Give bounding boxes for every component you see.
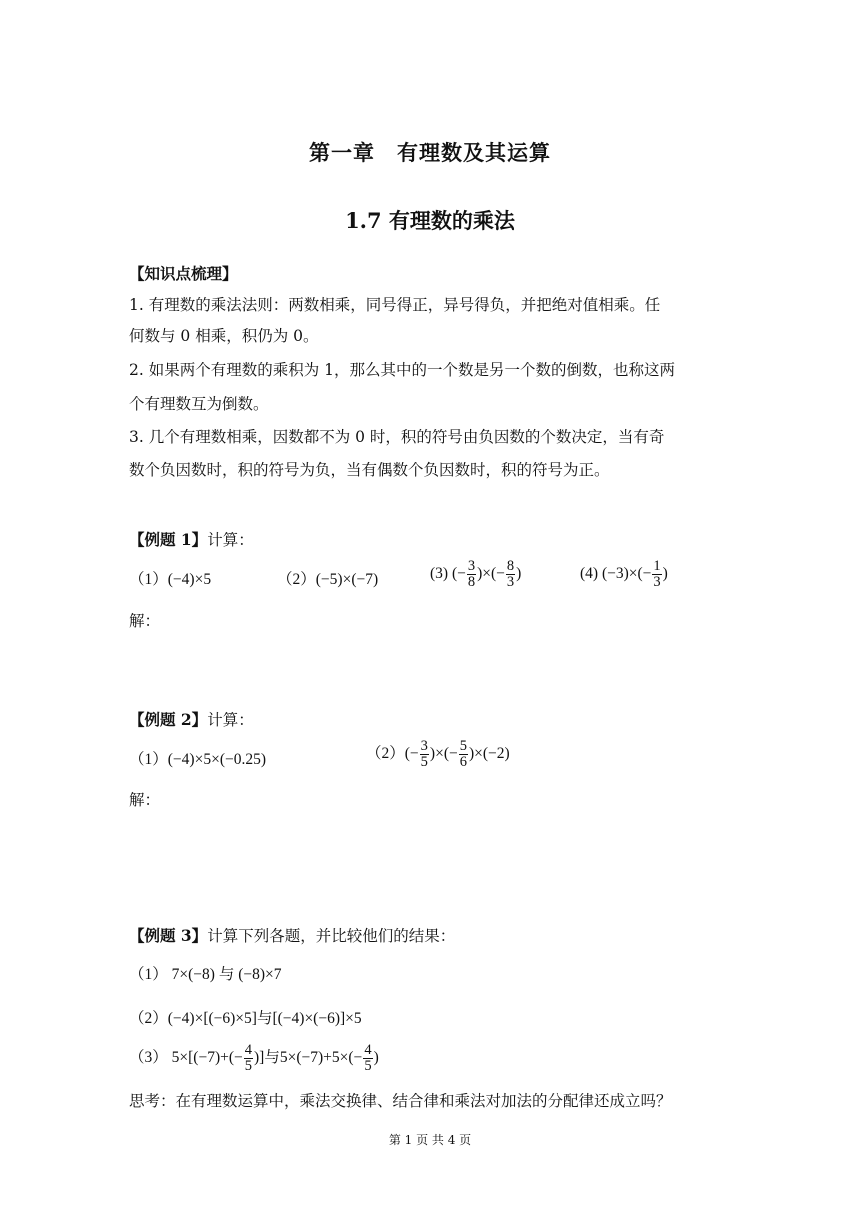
example-3-q3 xyxy=(129,1043,379,1074)
fraction-numerator: 3 xyxy=(420,738,428,754)
example-2-q1 xyxy=(129,747,266,769)
example-2-solution-label: 解： xyxy=(129,791,161,809)
example-3-q2-label: （2） xyxy=(129,1010,168,1027)
fraction-denominator: 5 xyxy=(244,1058,253,1074)
example-1-q1-expression: (−4)×5 xyxy=(167,571,212,588)
fraction-denominator: 6 xyxy=(459,754,467,770)
fraction-denominator: 8 xyxy=(467,574,476,590)
fraction-numerator: 3 xyxy=(467,558,476,574)
example-1-q3-part-c: ) xyxy=(516,565,522,583)
example-3-q3-part-c: 5×(−7)+5×(− xyxy=(279,1049,363,1067)
example-3-q2-expression-b: [(−4)×(−6)]×5 xyxy=(272,1010,362,1027)
example-1-q3 xyxy=(430,559,521,590)
example-1-q4-fraction xyxy=(652,559,661,590)
example-2-title: 【例题 2】 xyxy=(129,710,208,729)
example-3-q1-connector: 与 xyxy=(218,966,235,983)
fraction-denominator: 5 xyxy=(420,754,428,770)
knowledge-point-3-line-2: 数个负因数时，积的符号为负，当有偶数个负因数时，积的符号为正。 xyxy=(129,461,610,479)
example-3-q1-label: （1） xyxy=(129,966,168,983)
example-1-q3-fraction-1 xyxy=(467,559,476,590)
example-3-heading xyxy=(129,924,455,946)
example-3-think-question: 思考：在有理数运算中，乘法交换律、结合律和乘法对加法的分配律还成立吗？ xyxy=(129,1092,672,1110)
example-3-q2-expression-a: (−4)×[(−6)×5] xyxy=(167,1010,257,1027)
fraction-denominator: 5 xyxy=(364,1058,372,1074)
example-1-q2 xyxy=(277,567,378,589)
example-2-q2-part-b: )×(− xyxy=(429,745,458,763)
fraction-denominator: 3 xyxy=(653,574,661,590)
fraction-numerator: 8 xyxy=(506,558,515,574)
example-1-q2-expression: (−5)×(−7) xyxy=(315,571,379,588)
example-2-q2-part-a: (− xyxy=(404,745,419,763)
fraction-numerator: 5 xyxy=(459,738,467,754)
example-1-q3-part-a: (− xyxy=(451,565,466,583)
fraction-numerator: 4 xyxy=(244,1042,253,1058)
example-1-q4 xyxy=(580,559,668,590)
example-1-q3-label: (3) xyxy=(430,565,449,583)
example-1-title: 【例题 1】 xyxy=(129,530,208,549)
example-1-q4-label: (4) xyxy=(580,565,599,583)
knowledge-heading: 【知识点梳理】 xyxy=(129,264,238,283)
example-3-q3-label: （3） xyxy=(129,1049,168,1067)
example-2-q1-label: （1） xyxy=(129,751,168,768)
page-number-footer: 第 1 页 共 4 页 xyxy=(388,1133,472,1147)
example-3-q3-connector: 与 xyxy=(264,1049,280,1067)
example-3-q1-expression-b: (−8)×7 xyxy=(238,966,282,983)
example-1-solution-label: 解： xyxy=(129,612,161,630)
example-2-q2-part-c: )×(−2) xyxy=(468,745,510,763)
example-2-q1-expression: (−4)×5×(−0.25) xyxy=(167,751,267,768)
example-1-q4-part-a: (−3)×(− xyxy=(601,565,652,583)
example-2-heading xyxy=(129,708,254,730)
example-3-prompt: 计算下列各题，并比较他们的结果： xyxy=(207,927,456,945)
example-1-q3-part-b: )×(− xyxy=(477,565,505,583)
example-1-q1 xyxy=(129,567,211,589)
example-3-q3-part-d: ) xyxy=(373,1049,379,1067)
example-1-q1-label: （1） xyxy=(129,571,168,588)
knowledge-point-2-line-2: 个有理数互为倒数。 xyxy=(129,395,269,413)
example-2-prompt: 计算： xyxy=(207,711,254,729)
example-3-q2 xyxy=(129,1006,362,1028)
example-3-q1-expression-a: 7×(−8) xyxy=(171,966,215,983)
example-2-q2-label: （2） xyxy=(366,745,405,763)
example-3-title: 【例题 3】 xyxy=(129,926,208,945)
example-1-heading xyxy=(129,528,254,550)
fraction-numerator: 4 xyxy=(364,1042,372,1058)
example-1-q3-fraction-2 xyxy=(506,559,515,590)
example-2-q2-fraction-2 xyxy=(459,739,468,770)
fraction-denominator: 3 xyxy=(506,574,515,590)
section-title: 1.7 有理数的乘法 xyxy=(345,208,515,233)
example-2-q2 xyxy=(366,739,510,770)
example-3-q1 xyxy=(129,962,282,984)
knowledge-point-2-line-1: 2. 如果两个有理数的乘积为 1，那么其中的一个数是另一个数的倒数，也称这两 xyxy=(129,361,676,379)
fraction-numerator: 1 xyxy=(653,558,661,574)
knowledge-point-1-line-1: 1. 有理数的乘法法则：两数相乘，同号得正，异号得负，并把绝对值相乘。任 xyxy=(129,296,661,314)
example-1-prompt: 计算： xyxy=(207,531,254,549)
example-3-q3-part-b: )] xyxy=(254,1049,265,1067)
example-1-q4-part-b: ) xyxy=(662,565,668,583)
example-2-q2-fraction-1 xyxy=(420,739,429,770)
example-3-q2-connector: 与 xyxy=(256,1010,273,1027)
knowledge-point-1-line-2: 何数与 0 相乘，积仍为 0。 xyxy=(129,327,319,345)
example-3-q3-fraction-2 xyxy=(363,1043,372,1074)
chapter-title: 第一章 有理数及其运算 xyxy=(309,140,551,165)
example-3-q3-fraction-1 xyxy=(244,1043,253,1074)
knowledge-point-3-line-1: 3. 几个有理数相乘，因数都不为 0 时，积的符号由负因数的个数决定，当有奇 xyxy=(129,428,665,446)
example-3-q3-part-a: 5×[(−7)+(− xyxy=(171,1049,243,1067)
example-1-q2-label: （2） xyxy=(277,571,316,588)
